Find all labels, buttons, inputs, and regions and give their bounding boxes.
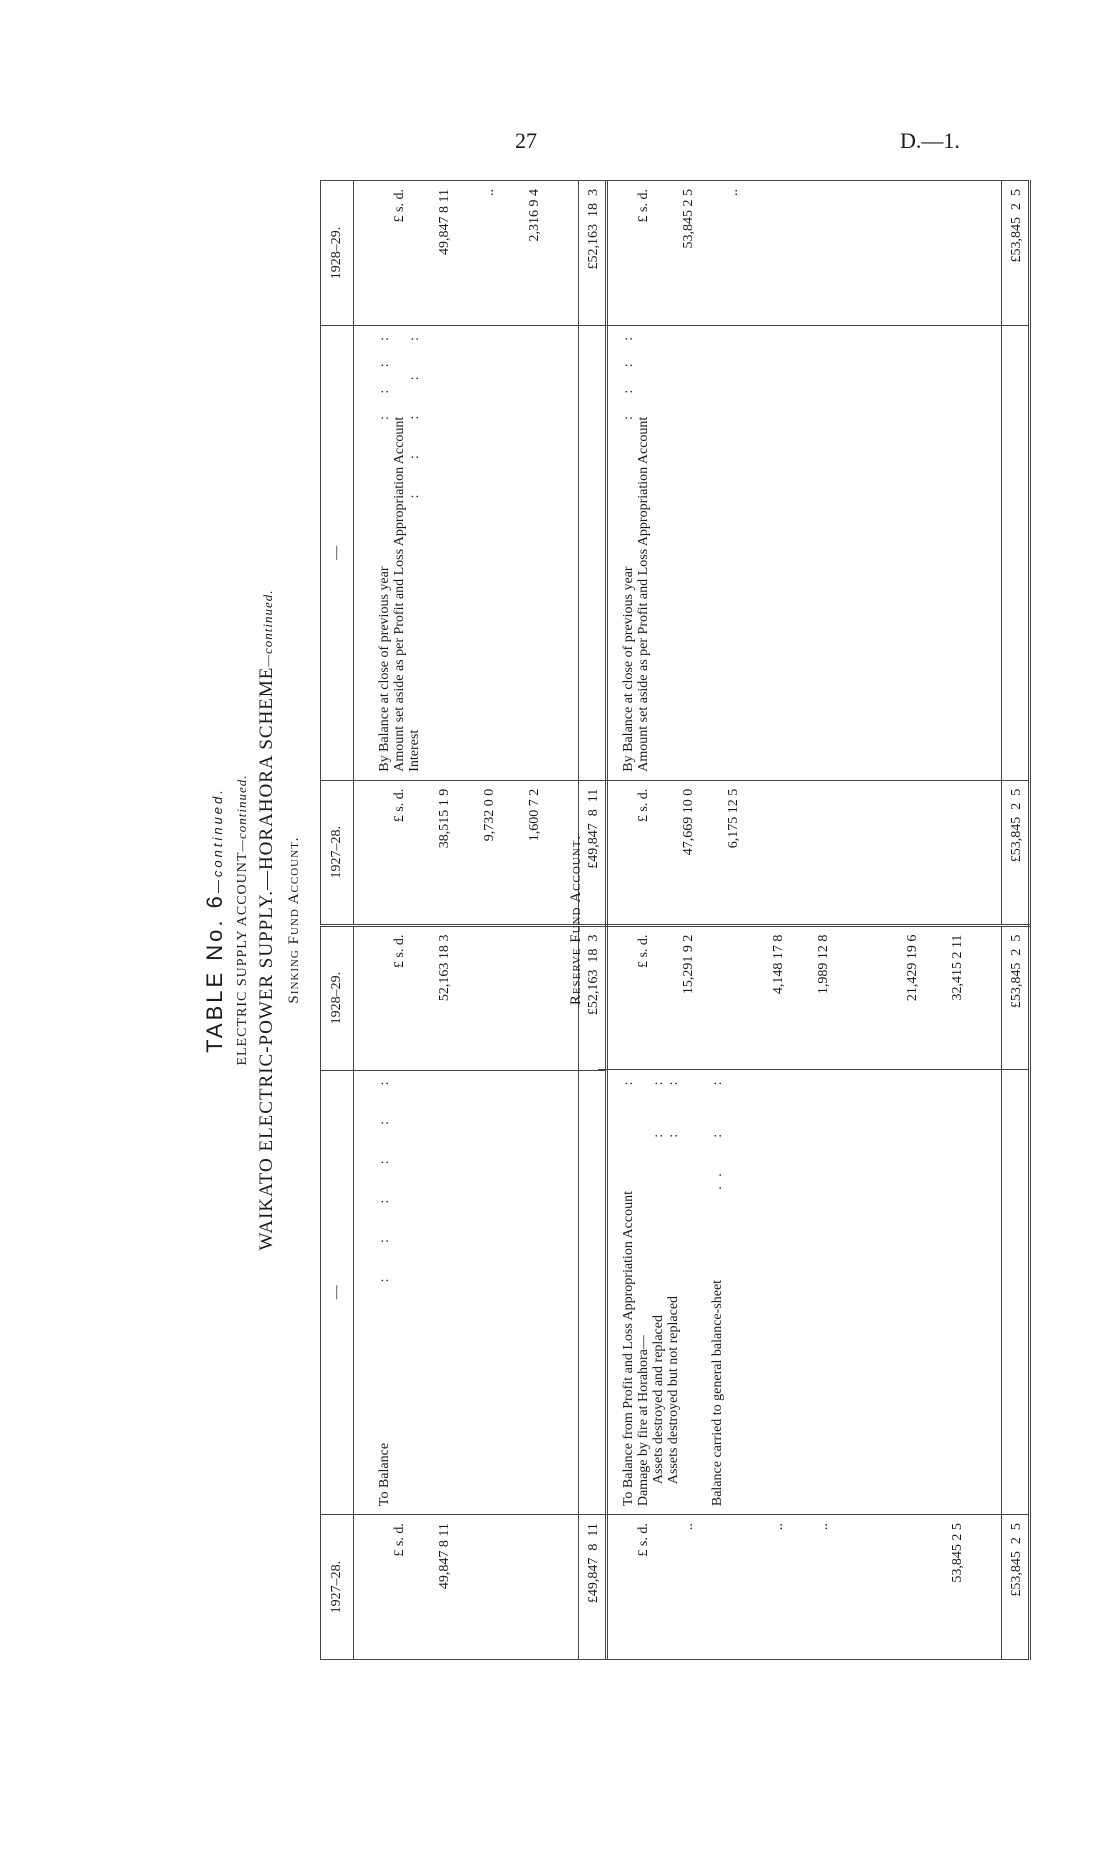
account-title-text: ELECTRIC SUPPLY ACCOUNT <box>235 851 250 1066</box>
line-label: Balance carried to general balance-sheet <box>710 1279 725 1507</box>
reserve-body-row <box>598 181 1002 1660</box>
unit-label: £ s. d. <box>392 1523 407 1557</box>
amount: 2,316 9 4 <box>527 189 542 242</box>
sinking-debit-1928 <box>354 925 579 1070</box>
amount: 49,847 8 11 <box>437 189 452 255</box>
col-debit-1927: 1927–28. <box>321 1515 354 1660</box>
reserve-credit-desc: By Balance at close of previous year : : : : Amount set aside as per Profit and Loss Appropriation Account <box>598 325 1002 780</box>
total-debit-1928: £52,163 18 3 <box>579 925 607 1070</box>
amount: 9,732 0 0 <box>482 788 497 842</box>
amount: .. <box>816 1523 831 1531</box>
unit-label: £ s. d. <box>636 788 651 823</box>
table-title-text: TABLE No. 6 <box>202 893 227 1053</box>
line-label: To Balance from Profit and Loss Appropriation Account <box>621 1191 636 1507</box>
sinking-fund-table <box>320 180 608 1660</box>
page-number: 27 <box>515 128 537 153</box>
line-label: Assets destroyed and replaced <box>651 1315 666 1485</box>
total-credit-1927: £49,847 8 11 <box>579 780 607 925</box>
unit-label: £ s. d. <box>636 934 651 969</box>
reserve-debit-desc: To Balance from Profit and Loss Appropriation Account : Damage by fire at Horahora— Assets destroyed and replaced : : Assets destroyed but not replaced : : Balance carried to general balance-sheet . . : : <box>598 1070 1002 1515</box>
reserve-fund-table <box>598 180 1031 1660</box>
amount: 1,600 7 2 <box>527 788 542 842</box>
total-debit-1927: £53,845 2 5 <box>1002 1515 1030 1660</box>
total-credit-1928: £53,845 2 5 <box>1002 181 1030 326</box>
scheme-title-suffix: —continued. <box>260 589 275 667</box>
sinking-fund-heading: Sinking Fund Account. <box>286 836 302 1004</box>
unit-label: £ s. d. <box>392 189 407 223</box>
reserve-total-row <box>1002 181 1030 1660</box>
reserve-fund-heading: Reserve Fund Account. <box>568 834 584 1006</box>
line-label: Interest <box>407 729 422 772</box>
total-debit-1927: £49,847 8 11 <box>579 1515 607 1660</box>
amount: .. <box>771 1523 786 1531</box>
col-debit-desc: — <box>321 1070 354 1515</box>
sinking-debit-1927 <box>354 1515 579 1660</box>
document-reference: D.—1. <box>900 128 960 153</box>
amount: 49,847 8 11 <box>437 1523 452 1590</box>
col-credit-desc: — <box>321 325 354 780</box>
unit-label: £ s. d. <box>636 189 651 223</box>
amount: .. <box>681 1523 696 1531</box>
line-label: By Balance at close of previous year <box>377 566 392 772</box>
subtotal: 21,429 19 6 <box>905 934 920 1002</box>
amount: 6,175 12 5 <box>726 788 741 849</box>
amount: .. <box>482 189 497 196</box>
line-label: By Balance at close of previous year <box>621 566 636 772</box>
amount: 47,669 10 0 <box>681 788 696 856</box>
sinking-credit-1928 <box>354 181 579 326</box>
line-label: Damage by fire at Horahora— <box>636 1335 651 1507</box>
unit-label: £ s. d. <box>392 788 407 823</box>
account-title-suffix: —continued. <box>234 774 249 852</box>
table-title-suffix: —continued. <box>210 787 225 894</box>
amount: 15,291 9 2 <box>681 934 696 995</box>
amount: .. <box>726 189 741 196</box>
unit-label: £ s. d. <box>392 934 407 969</box>
amount: 52,163 18 3 <box>437 934 452 1002</box>
col-credit-1927: 1927–28. <box>321 780 354 925</box>
line-label: Assets destroyed but not replaced <box>666 1295 681 1485</box>
reserve-credit-1928 <box>598 181 1002 326</box>
total-credit-1928: £52,163 18 3 <box>579 181 607 326</box>
line-label: Amount set aside as per Profit and Loss Appropriation Account <box>636 416 651 772</box>
line-label: To Balance <box>377 1442 392 1507</box>
line-label: Amount set aside as per Profit and Loss Appropriation Account <box>392 416 407 772</box>
amount: 4,148 17 8 <box>771 934 786 995</box>
sinking-debit-desc: To Balance : : : : : : <box>354 1070 579 1515</box>
total-credit-1927: £53,845 2 5 <box>1002 780 1030 925</box>
reserve-debit-1928 <box>598 925 1002 1070</box>
total-debit-1928: £53,845 2 5 <box>1002 925 1030 1070</box>
table-title <box>202 180 228 1660</box>
sinking-credit-1927 <box>354 780 579 925</box>
reserve-debit-1927 <box>598 1515 1002 1660</box>
scheme-title <box>256 180 278 1660</box>
header-row <box>321 181 354 1660</box>
account-title <box>234 180 251 1660</box>
reserve-credit-1927 <box>598 780 1002 925</box>
rotated-content <box>200 180 1024 1660</box>
amount: 32,415 2 11 <box>950 934 965 1001</box>
sinking-body-row <box>354 181 579 1660</box>
amount: 53,845 2 5 <box>950 1523 965 1583</box>
col-debit-1928: 1928–29. <box>321 925 354 1070</box>
col-credit-1928: 1928–29. <box>321 181 354 326</box>
amount: 38,515 1 9 <box>437 788 452 849</box>
sinking-credit-desc: By Balance at close of previous year : : : : Amount set aside as per Profit and Loss Appropriation Account Interest : : : : : <box>354 325 579 780</box>
unit-label: £ s. d. <box>636 1523 651 1557</box>
amount: 1,989 12 8 <box>816 934 831 995</box>
amount: 53,845 2 5 <box>681 189 696 249</box>
scheme-title-text: WAIKATO ELECTRIC-POWER SUPPLY.—HORAHORA SCHEME <box>256 666 277 1251</box>
